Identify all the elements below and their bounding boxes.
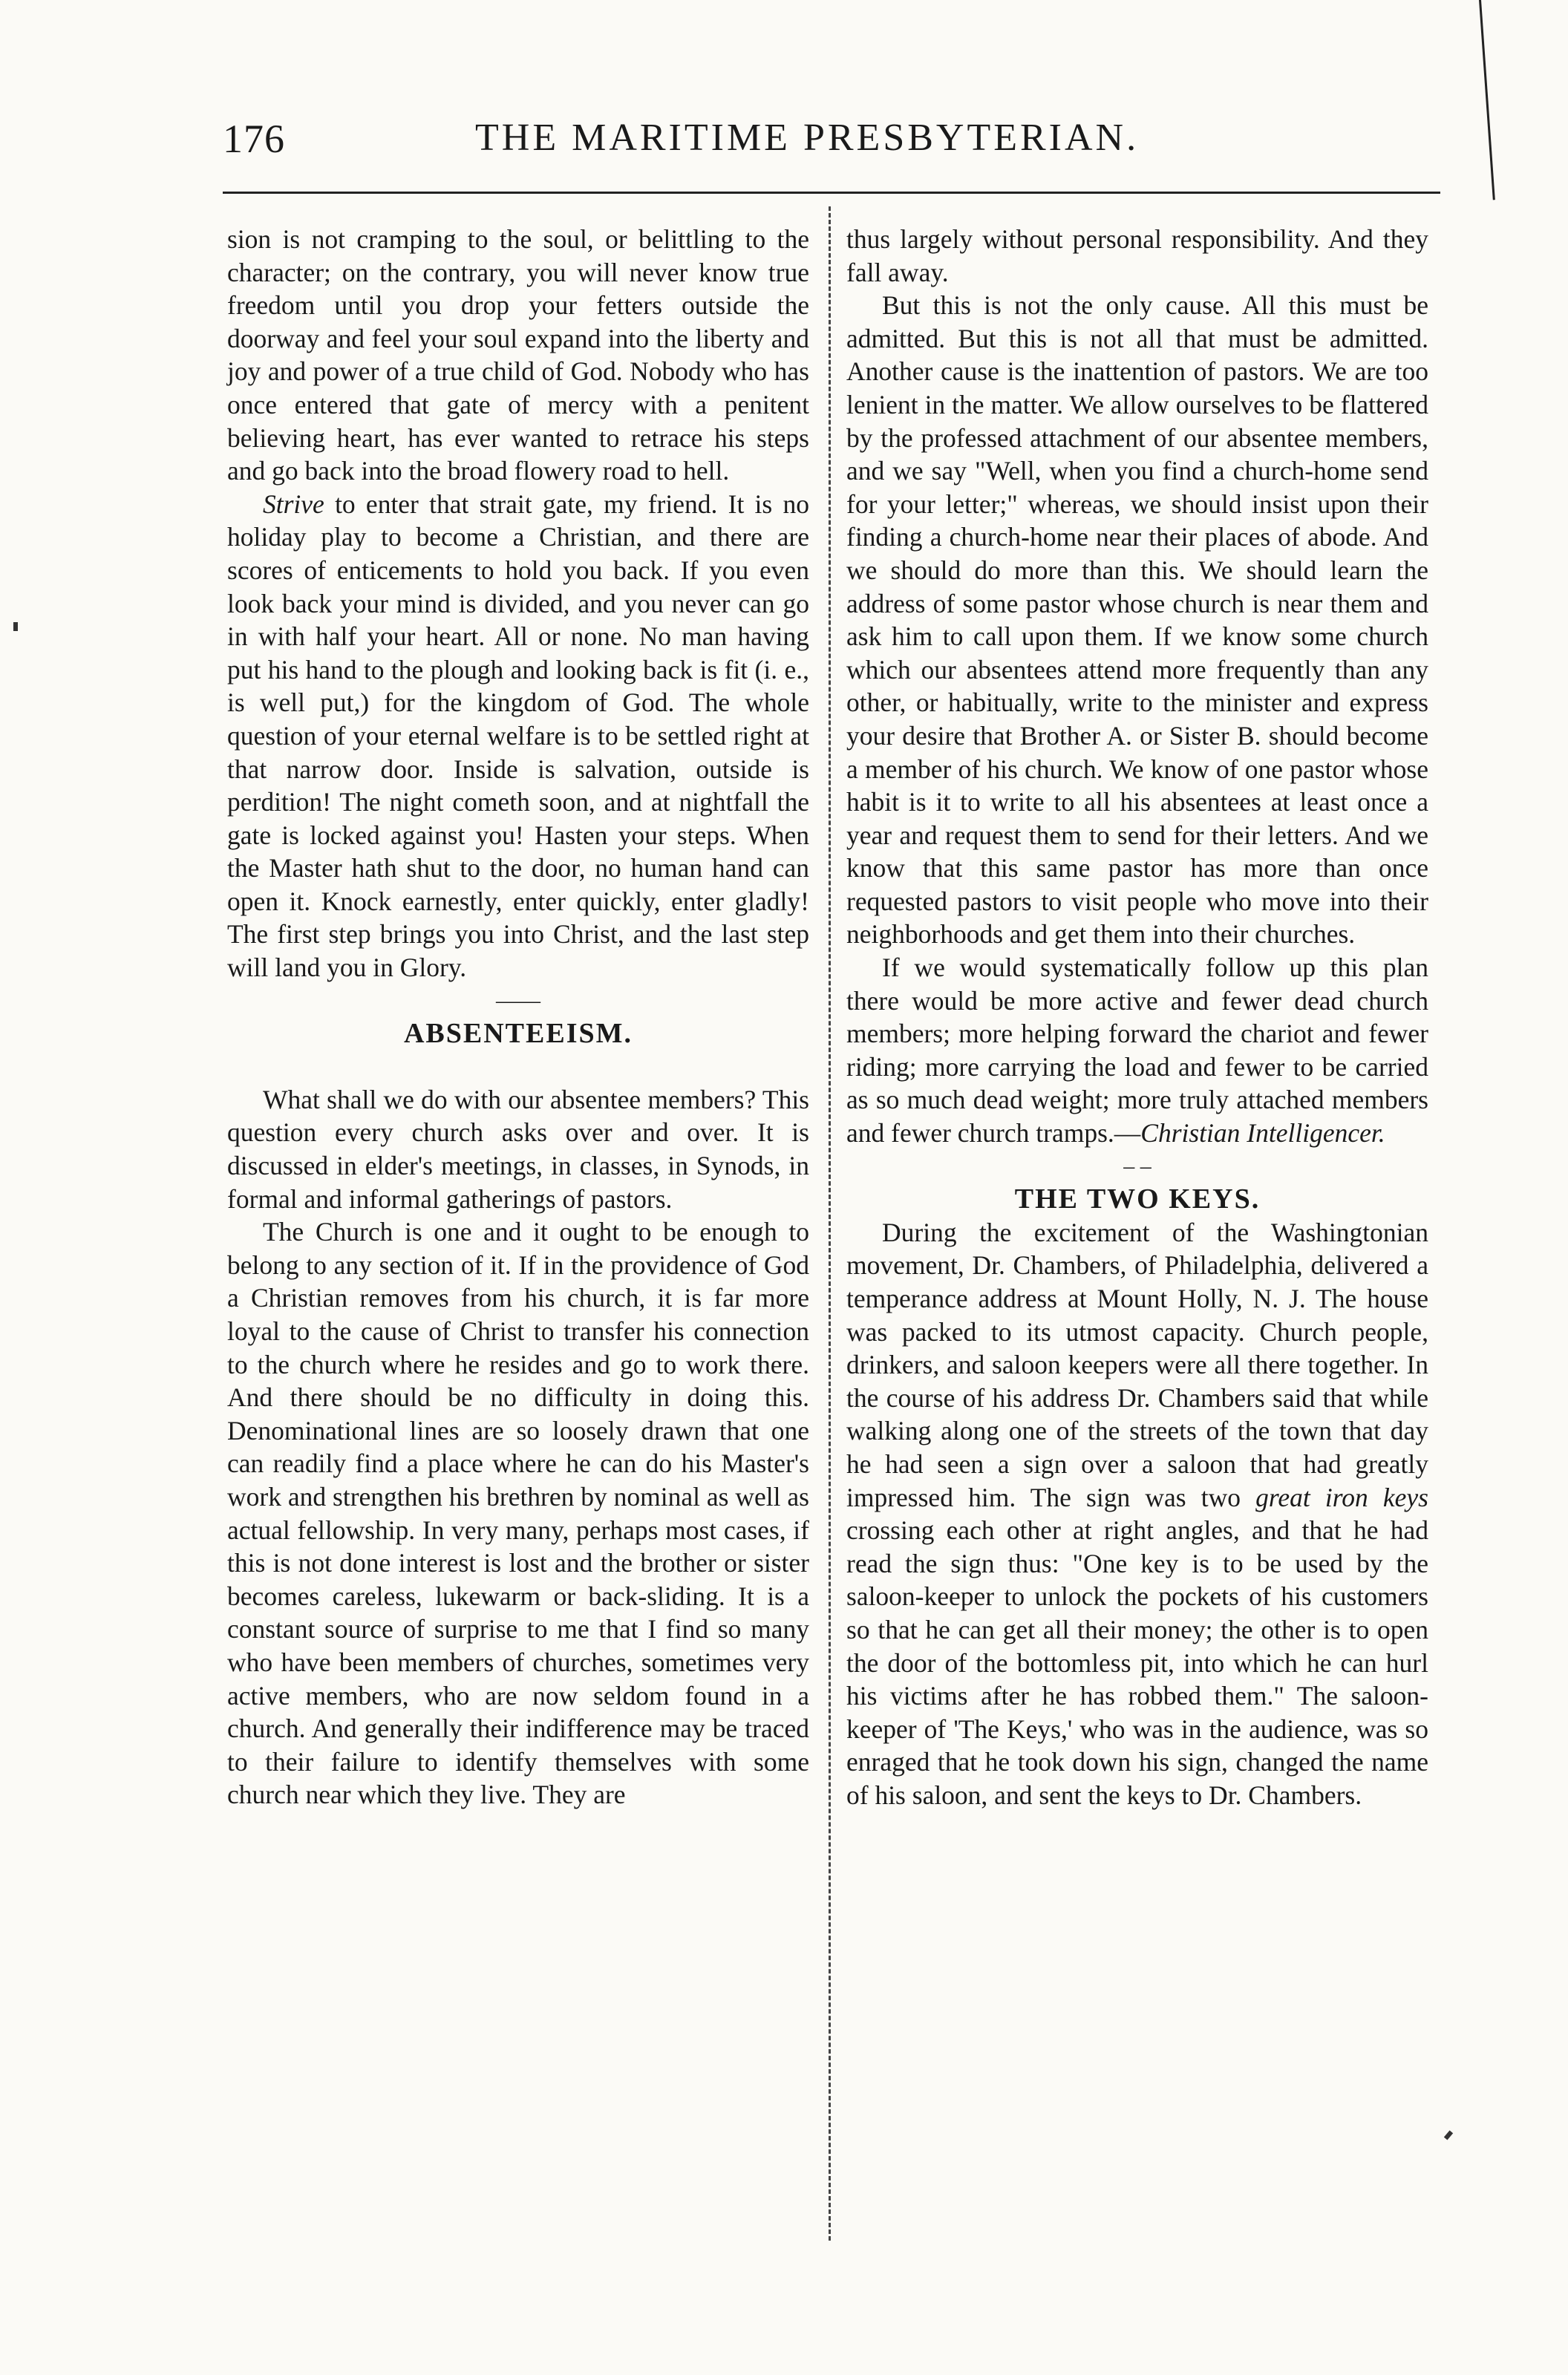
absenteeism-continued: thus largely without personal responsibility. And they fall away. — [846, 224, 1428, 287]
page-number: 176 — [223, 117, 285, 161]
heading-absenteeism: ABSENTEEISM. — [403, 1018, 633, 1050]
page-header — [223, 111, 1440, 171]
absenteeism-paragraph-4-text: If we would systematically follow up this plan there would be more active and fewer dead church members; more helping forward the chariot and fewer riding; more carrying the load and fewer to be carried as so much dead weight; more truly attached members and fewer church tramps.— — [846, 953, 1428, 1149]
margin-speck — [13, 622, 18, 631]
header-rule — [223, 192, 1440, 194]
two-keys-text-a: During the excitement of the Washingtonian movement, Dr. Chambers, of Philadelphia, delivered a temperance address at Mount Holly, N. J. The house was packed to its utmost capacity. Church people, drinkers, and saloon keepers were all there together. In the course of his address Dr. Chambers said that while walking along one of the streets of the town that day he had seen a sign over a saloon that had greatly impressed him. The sign was two — [846, 1217, 1428, 1512]
two-keys-paragraph — [846, 1216, 1428, 1812]
absenteeism-paragraph-4 — [846, 951, 1428, 1150]
absenteeism-paragraph-3: But this is not the only cause. All this must be admitted. But this is not all that must be admitted. Another cause is the inattention of pastors. We are too lenient in the matter. We allow ourselves to be flattered by the professed attachment of our absentee members, and we say "Well, when you find a church-home send for your letter;" whereas, we should insist upon their finding a church-home near their places of abode. And we should do more than this. We should learn the address of some pastor whose church is near them and ask him to call upon them. If we know some church which our absentees attend more frequently than any other, or habitually, write to the minister and express your desire that Brother A. or Sister B. should become a member of his church. We know of one pastor whose habit is it to write to all his absentees at least once a year and request them to send for their letters. And we know that this same pastor has more than once requested pastors to visit people who move into their neighborhoods and get them into their churches. — [846, 290, 1428, 950]
right-column — [846, 223, 1428, 1812]
absenteeism-paragraph-2: The Church is one and it ought to be enough to belong to any section of it. If in the providence of God a Christian removes from his church, it is far more loyal to the cause of Christ to transfer his connection to the church where he resides and go to work there. And there should be no difficulty in doing this. Denominational lines are so loosely drawn that one can readily find a place where he can do his Master's work and strengthen his brethren by nominal as well as actual fellowship. In very many, perhaps most cases, if this is not done interest is lost and the brother or sister becomes careless, lukewarm or back-sliding. It is a constant source of surprise to me that I find so many who have been members of churches, sometimes very active members, who are now seldom found in a church. And generally their indifference may be traced to their failure to identify themselves with some church near which they live. They are — [227, 1217, 809, 1810]
heading-two-keys: THE TWO KEYS. — [1014, 1183, 1261, 1215]
margin-pencil-line — [1479, 0, 1495, 200]
two-keys-emphasis: great iron keys — [1255, 1482, 1428, 1512]
margin-speck — [1444, 2130, 1453, 2140]
continued-paragraph: sion is not cramping to the soul, or belittling to the character; on the contrary, you will never know true freedom until you drop your fetters outside the doorway and feel your soul expand into the liberty and joy and power of a true child of God. Nobody who has once entered that gate of mercy with a penitent believing heart, has ever wanted to retrace his steps and go back into the broad flowery road to hell. — [227, 224, 809, 486]
section-separator: —— — [496, 987, 540, 1013]
two-keys-text-b: crossing each other at right angles, and that he had read the sign thus: "One key is to be used by the saloon-keeper to unlock the pockets of his customers so that he can get all their money; the other is to open the door of the bottomless pit, into which he can hurl his victims after he has robbed them." The saloon-keeper of 'The Keys,' who was in the audience, was so enraged that he took down his sign, changed the name of his saloon, and sent the keys to Dr. Chambers. — [846, 1515, 1428, 1810]
column-divider — [829, 206, 831, 2241]
running-title: THE MARITIME PRESBYTERIAN. — [475, 117, 1140, 159]
strive-paragraph-text: to enter that strait gate, my friend. It is no holiday play to become a Christian, and there are scores of enticements to hold you back. If you even look back your mind is divided, and you never can go in with half your heart. All or none. No man having put his hand to the plough and looking back is fit (i. e., is well put,) for the kingdom of God. The whole question of your eternal welfare is to be settled right at that narrow door. Inside is salvation, outside is perdition! The night cometh soon, and at nightfall the gate is locked against you! Hasten your steps. When the Master hath shut to the door, no human hand can open it. Knock earnestly, enter quickly, enter gladly! The first step brings you into Christ, and the last step will land you in Glory. — [227, 489, 809, 983]
strive-lead-word: Strive — [263, 489, 324, 519]
left-column — [227, 223, 809, 1812]
strive-paragraph — [227, 488, 809, 984]
section-separator: – – — [1123, 1153, 1152, 1178]
absenteeism-paragraph-1: What shall we do with our absentee members? This question every church asks over and over. It is discussed in elder's meetings, in classes, in Synods, in formal and informal gatherings of pastors. — [227, 1084, 809, 1214]
source-citation: Christian Intelligencer. — [1140, 1118, 1385, 1149]
